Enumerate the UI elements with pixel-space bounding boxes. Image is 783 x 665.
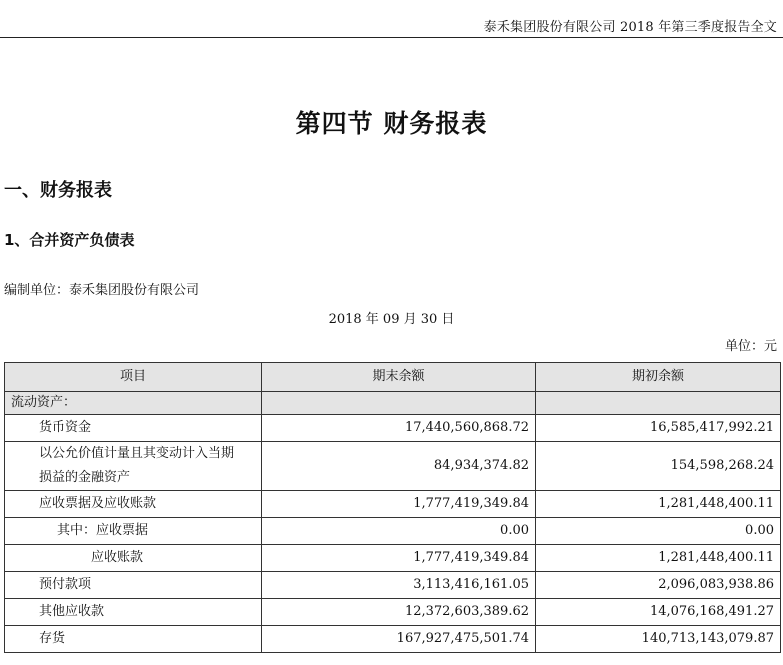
balance-sheet-table — [4, 362, 781, 653]
begin-balance-cell: 140,713,143,079.87 — [536, 626, 781, 653]
begin-balance-cell: 14,076,168,491.27 — [536, 599, 781, 626]
end-balance-cell: 17,440,560,868.72 — [262, 415, 536, 442]
table-row — [5, 626, 781, 653]
column-header-item: 项目 — [5, 363, 262, 392]
end-balance-cell: 167,927,475,501.74 — [262, 626, 536, 653]
end-balance-cell: 12,372,603,389.62 — [262, 599, 536, 626]
compiler-line: 编制单位：泰禾集团股份有限公司 — [4, 283, 200, 298]
header-rule — [0, 37, 783, 38]
end-balance-cell: 3,113,416,161.05 — [262, 572, 536, 599]
running-header: 泰禾集团股份有限公司 2018 年第三季度报告全文 — [483, 20, 777, 35]
row-label: 预付款项 — [5, 572, 262, 599]
begin-balance-cell: 154,598,268.24 — [536, 442, 781, 491]
table-row — [5, 415, 781, 442]
row-label: 应收票据及应收账款 — [5, 491, 262, 518]
table-row — [5, 518, 781, 545]
row-label: 应收账款 — [5, 545, 262, 572]
end-balance-cell: 0.00 — [262, 518, 536, 545]
table-row — [5, 545, 781, 572]
end-balance-cell: 1,777,419,349.84 — [262, 545, 536, 572]
column-header-begin-balance: 期初余额 — [536, 363, 781, 392]
begin-balance-cell: 1,281,448,400.11 — [536, 545, 781, 572]
row-label: 流动资产： — [5, 392, 262, 415]
table-row — [5, 599, 781, 626]
begin-balance-cell — [536, 392, 781, 415]
row-label: 其他应收款 — [5, 599, 262, 626]
row-label: 货币资金 — [5, 415, 262, 442]
table-row — [5, 572, 781, 599]
unit-label: 单位：元 — [724, 339, 777, 354]
table-row — [5, 442, 781, 491]
section-title: 第四节 财务报表 — [295, 109, 488, 138]
begin-balance-cell: 2,096,083,938.86 — [536, 572, 781, 599]
end-balance-cell: 84,934,374.82 — [262, 442, 536, 491]
table-header-row — [5, 363, 781, 392]
column-header-end-balance: 期末余额 — [262, 363, 536, 392]
begin-balance-cell: 1,281,448,400.11 — [536, 491, 781, 518]
heading-consolidated-balance-sheet: 1、合并资产负债表 — [4, 231, 135, 249]
report-date: 2018 年 09 月 30 日 — [328, 312, 455, 327]
begin-balance-cell: 0.00 — [536, 518, 781, 545]
row-label-text: 以公允价值计量且其变动计入当期损益的金融资产 — [39, 446, 235, 485]
table-row-current-assets — [5, 392, 781, 415]
row-label — [5, 442, 262, 491]
begin-balance-cell: 16,585,417,992.21 — [536, 415, 781, 442]
end-balance-cell: 1,777,419,349.84 — [262, 491, 536, 518]
table-row — [5, 491, 781, 518]
end-balance-cell — [262, 392, 536, 415]
row-label: 存货 — [5, 626, 262, 653]
heading-financial-statements: 一、财务报表 — [4, 180, 112, 201]
row-label: 其中：应收票据 — [5, 518, 262, 545]
